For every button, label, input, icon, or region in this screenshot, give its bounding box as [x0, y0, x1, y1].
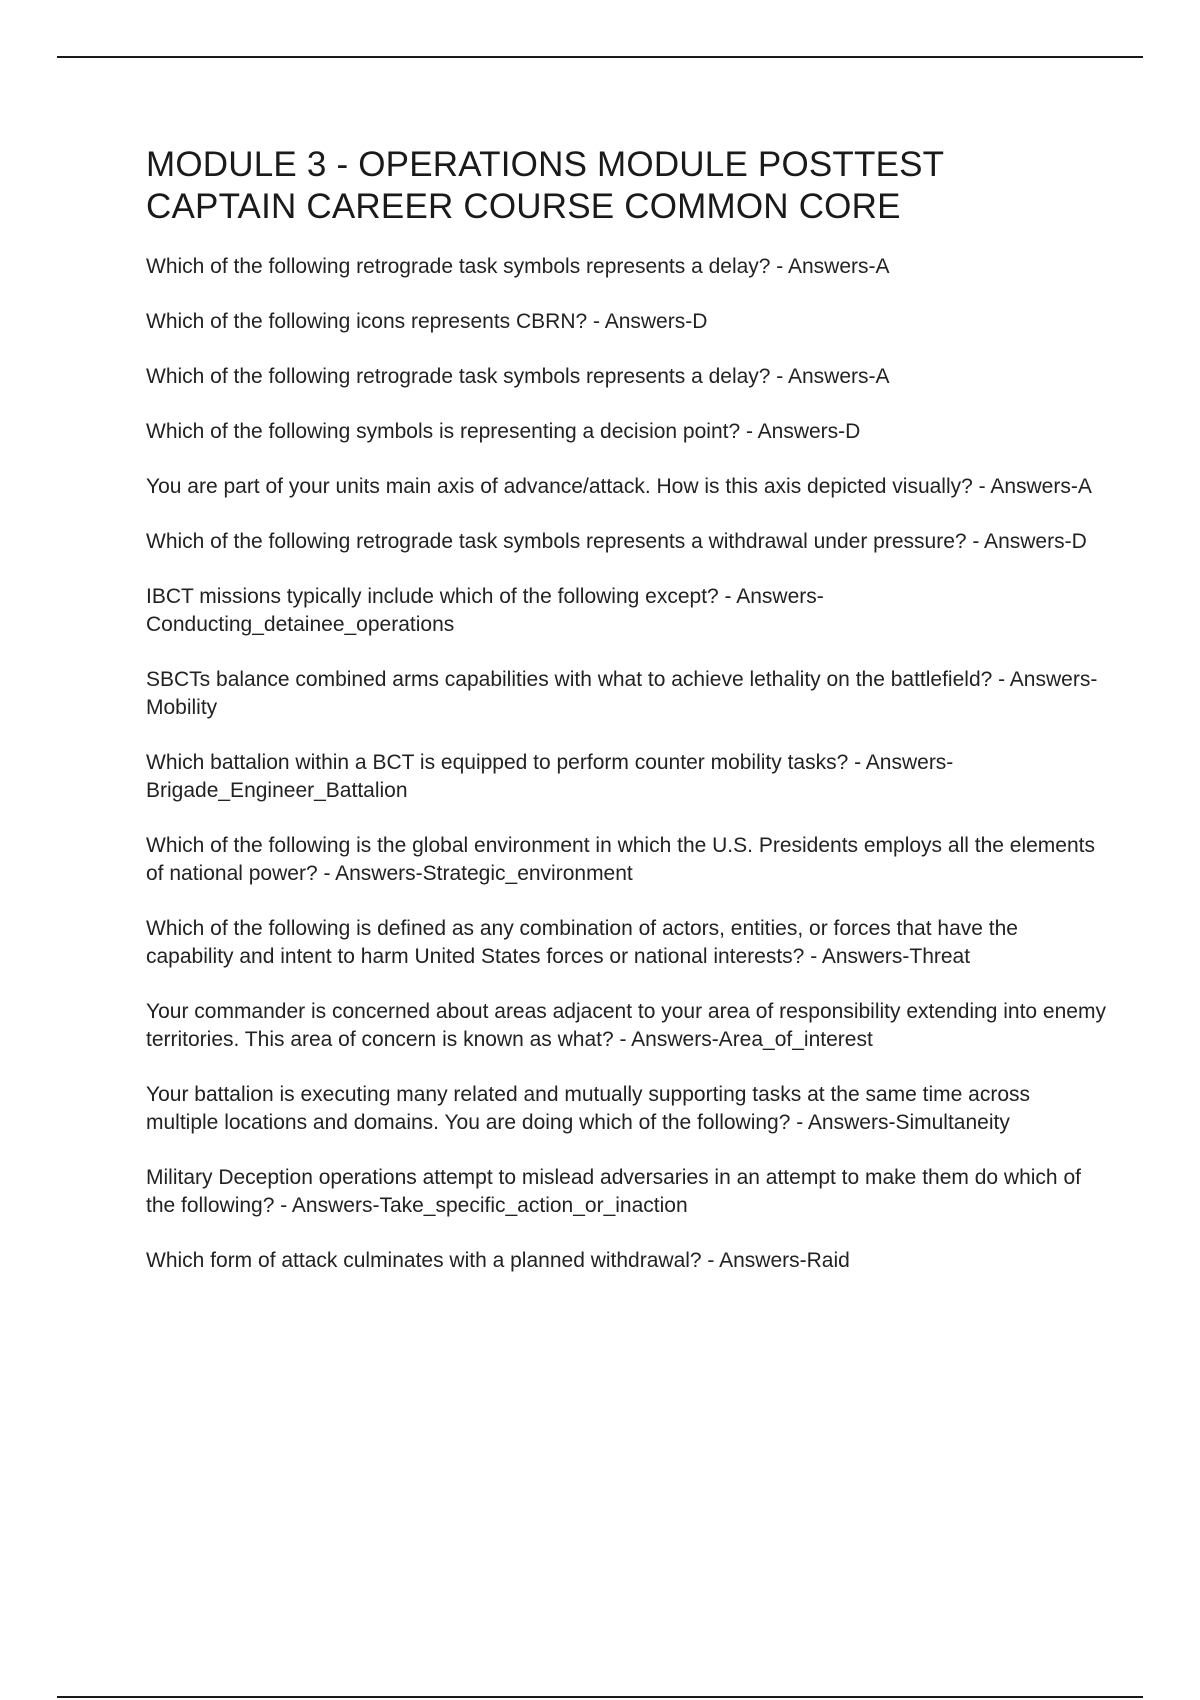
qa-item: Which form of attack culminates with a planned withdrawal? - Answers-Raid: [146, 1249, 850, 1272]
question-answer-list: [146, 253, 1106, 1275]
document-title-line-2: CAPTAIN CAREER COURSE COMMON CORE: [146, 187, 901, 226]
document-body: [146, 144, 1106, 1302]
qa-item: Which battalion within a BCT is equipped to perform counter mobility tasks? - Answers-Brigade_Engineer_Battalion: [146, 751, 954, 802]
document-title: [146, 144, 1106, 228]
qa-item: Which of the following retrograde task symbols represents a delay? - Answers-A: [146, 365, 890, 388]
qa-item: Which of the following retrograde task symbols represents a withdrawal under pressure? - Answers-D: [146, 530, 1087, 553]
qa-item: Which of the following icons represents CBRN? - Answers-D: [146, 310, 708, 333]
bottom-divider: [57, 1696, 1143, 1698]
qa-item: Military Deception operations attempt to mislead adversaries in an attempt to make them do which of the following? - Answers-Take_specific_action_or_inaction: [146, 1166, 1081, 1217]
document-title-line-1: MODULE 3 - OPERATIONS MODULE POSTTEST: [146, 145, 945, 184]
top-divider: [57, 56, 1143, 58]
qa-item: Your commander is concerned about areas adjacent to your area of responsibility extending into enemy territories. This area of concern is known as what? - Answers-Area_of_interest: [146, 1000, 1106, 1051]
qa-item: Which of the following symbols is representing a decision point? - Answers-D: [146, 420, 861, 443]
qa-item: Which of the following is the global environment in which the U.S. Presidents employs all the elements of national power? - Answers-Strategic_environment: [146, 834, 1095, 885]
qa-item: Which of the following is defined as any combination of actors, entities, or forces that have the capability and intent to harm United States forces or national interests? - Answers-Threat: [146, 917, 1018, 968]
qa-item: You are part of your units main axis of advance/attack. How is this axis depicted visually? - Answers-A: [146, 475, 1092, 498]
qa-item: Your battalion is executing many related and mutually supporting tasks at the same time across multiple locations and domains. You are doing which of the following? - Answers-Simultaneity: [146, 1083, 1031, 1134]
qa-item: IBCT missions typically include which of the following except? - Answers-Conducting_detainee_operations: [146, 585, 824, 636]
qa-item: Which of the following retrograde task symbols represents a delay? - Answers-A: [146, 255, 890, 278]
qa-item: SBCTs balance combined arms capabilities with what to achieve lethality on the battlefield? - Answers-Mobility: [146, 668, 1098, 719]
